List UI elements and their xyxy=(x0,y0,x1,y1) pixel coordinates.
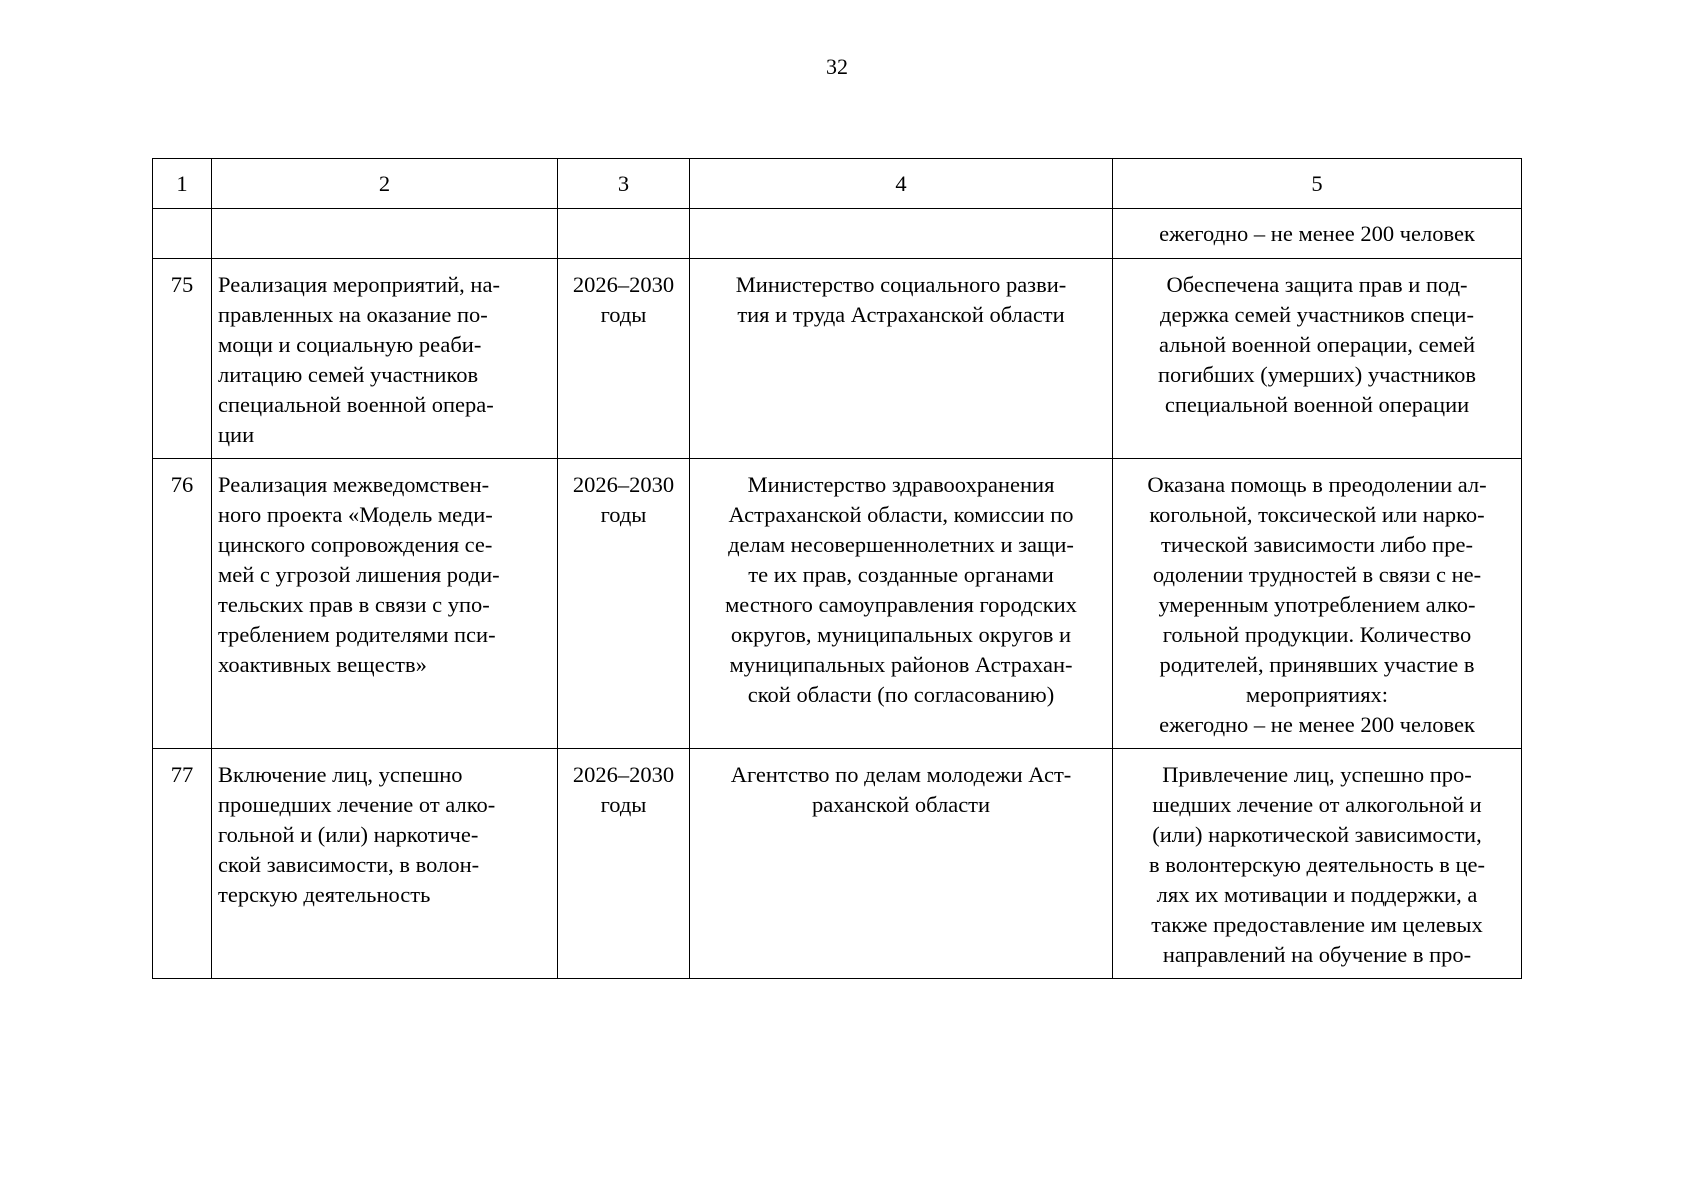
result-line: также предоставление им целевых xyxy=(1151,912,1483,937)
table-row xyxy=(153,459,1522,749)
page-number: 32 xyxy=(826,54,848,79)
result-line: в волонтерскую деятельность в це- xyxy=(1149,852,1485,877)
result-line: держка семей участников специ- xyxy=(1160,302,1474,327)
result-line: (или) наркотической зависимости, xyxy=(1152,822,1482,847)
measure-name-line: цинского сопровождения се- xyxy=(218,532,493,557)
result-line: тической зависимости либо пре- xyxy=(1161,532,1473,557)
result-line: альной военной операции, семей xyxy=(1158,332,1475,357)
measure-name-line: мощи и социальную реаби- xyxy=(218,332,482,357)
executor-line: Министерство социального разви- xyxy=(735,272,1067,297)
result-line: мероприятиях: xyxy=(1245,682,1389,707)
measure-name-cell xyxy=(212,459,558,749)
result-line: гольной продукции. Количество xyxy=(1162,622,1472,647)
executor-line: Астраханской области, комиссии по xyxy=(728,502,1074,527)
measure-name-line: Реализация мероприятий, на- xyxy=(218,272,500,297)
term-cell xyxy=(558,459,690,749)
executor-line: ской области (по согласованию) xyxy=(747,682,1055,707)
header-cell-2: 2 xyxy=(212,159,558,209)
name-cell xyxy=(212,209,558,259)
executor-line: те их прав, созданные органами xyxy=(748,562,1054,587)
measure-name-line: Реализация межведомствен- xyxy=(218,472,490,497)
result-cell xyxy=(1113,259,1522,459)
result-line: шедших лечение от алкогольной и xyxy=(1152,792,1482,817)
executor-line: Агентство по делам молодежи Аст- xyxy=(730,762,1072,787)
executor-line: местного самоуправления городских xyxy=(725,592,1077,617)
measure-name-line: литацию семей участников xyxy=(218,362,479,387)
measure-name-line: тельских прав в связи с упо- xyxy=(218,592,490,617)
term-line: 2026–2030 xyxy=(572,762,675,787)
executor-line: делам несовершеннолетних и защи- xyxy=(728,532,1074,557)
result-line: Обеспечена защита прав и под- xyxy=(1166,272,1468,297)
result-line: погибших (умерших) участников xyxy=(1157,362,1477,387)
result-cell xyxy=(1113,749,1522,979)
measure-name-line: терскую деятельность xyxy=(218,882,431,907)
term-line: годы xyxy=(600,792,647,817)
result-line: ежегодно – не менее 200 человек xyxy=(1159,712,1475,737)
num-cell xyxy=(153,209,212,259)
term-line: годы xyxy=(600,502,647,527)
table-row xyxy=(153,749,1522,979)
measure-name-line: специальной военной опера- xyxy=(218,392,494,417)
measure-name-line: Включение лиц, успешно xyxy=(218,762,463,787)
executor-cell xyxy=(690,749,1113,979)
result-line: Оказана помощь в преодолении ал- xyxy=(1147,472,1487,497)
executor-cell xyxy=(690,259,1113,459)
result-line: специальной военной операции xyxy=(1164,392,1470,417)
header-cell-5: 5 xyxy=(1113,159,1522,209)
term-cell xyxy=(558,209,690,259)
header-cell-1: 1 xyxy=(153,159,212,209)
measure-name-line: гольной и (или) наркотиче- xyxy=(218,822,479,847)
measure-name-cell xyxy=(212,749,558,979)
result-line: ежегодно – не менее 200 человек xyxy=(1159,221,1475,246)
result-cell xyxy=(1113,459,1522,749)
term-line: годы xyxy=(600,302,647,327)
result-line: когольной, токсической или нарко- xyxy=(1149,502,1485,527)
measure-name-line: треблением родителями пси- xyxy=(218,622,496,647)
executor-line: раханской области xyxy=(811,792,991,817)
row-number: 77 xyxy=(153,749,212,979)
term-line: 2026–2030 xyxy=(572,272,675,297)
measure-name-line: ного проекта «Модель меди- xyxy=(218,502,493,527)
row-number: 76 xyxy=(153,459,212,749)
header-cell-3: 3 xyxy=(558,159,690,209)
measure-name-line: ской зависимости, в волон- xyxy=(218,852,480,877)
result-cell xyxy=(1113,209,1522,259)
measure-name-line: хоактивных веществ» xyxy=(218,652,427,677)
measure-name-line: прошедших лечение от алко- xyxy=(218,792,496,817)
executor-line: тия и труда Астраханской области xyxy=(737,302,1065,327)
header-cell-4: 4 xyxy=(690,159,1113,209)
measure-name-line: правленных на оказание по- xyxy=(218,302,488,327)
table-row-continuation xyxy=(153,209,1522,259)
term-line: 2026–2030 xyxy=(572,472,675,497)
result-line: умеренным употреблением алко- xyxy=(1158,592,1476,617)
measures-table xyxy=(152,158,1522,979)
table-row xyxy=(153,259,1522,459)
result-line: родителей, принявших участие в xyxy=(1159,652,1475,677)
executor-cell xyxy=(690,459,1113,749)
measure-name-line: мей с угрозой лишения роди- xyxy=(218,562,500,587)
executor-line: муниципальных районов Астрахан- xyxy=(729,652,1073,677)
row-number: 75 xyxy=(153,259,212,459)
result-line: направлений на обучение в про- xyxy=(1162,942,1472,967)
result-line: лях их мотивации и поддержки, а xyxy=(1156,882,1478,907)
term-cell xyxy=(558,749,690,979)
executor-line: округов, муниципальных округов и xyxy=(730,622,1072,647)
result-line: одолении трудностей в связи с не- xyxy=(1152,562,1482,587)
result-line: Привлечение лиц, успешно про- xyxy=(1162,762,1472,787)
measure-name-line: ции xyxy=(218,422,255,447)
table-header-row xyxy=(153,159,1522,209)
executor-line: Министерство здравоохранения xyxy=(747,472,1055,497)
executor-cell xyxy=(690,209,1113,259)
term-cell xyxy=(558,259,690,459)
measure-name-cell xyxy=(212,259,558,459)
